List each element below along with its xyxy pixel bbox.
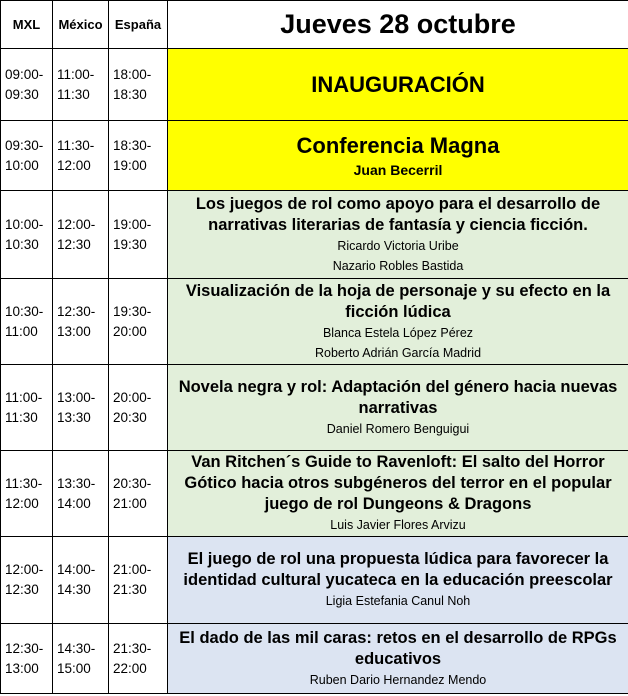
time-end: 13:00: [5, 660, 39, 676]
time-mexico: [53, 49, 109, 121]
event-title: El dado de las mil caras: retos en el desarrollo de RPGs educativos: [179, 628, 617, 668]
event-speaker: Ruben Dario Hernandez Mendo: [309, 672, 487, 687]
table-row: [1, 624, 628, 694]
table-row: [1, 279, 628, 365]
time-mexico: [53, 365, 109, 451]
event-title: INAUGURACIÓN: [311, 71, 485, 97]
time-mexico: [53, 537, 109, 624]
event-title: El juego de rol una propuesta lúdica para favorecer la identidad cultural yucateca en la educación preescolar: [183, 550, 613, 589]
time-end: 14:30: [57, 582, 91, 597]
time-mxl: [1, 279, 53, 365]
time-start: 21:00-: [113, 562, 152, 577]
time-start: 13:30-: [57, 475, 96, 491]
time-end: 12:00: [5, 495, 39, 511]
time-end: 10:30: [5, 236, 39, 252]
time-mxl: [1, 537, 53, 624]
time-mxl: [1, 191, 53, 279]
header-mxl: MXL: [1, 1, 53, 49]
time-end: 22:00: [113, 660, 147, 676]
header-mexico: México: [53, 1, 109, 49]
event-cell: [168, 279, 628, 365]
time-start: 18:30-: [113, 137, 152, 153]
time-start: 11:00-: [57, 66, 95, 82]
event-cell: [168, 49, 628, 121]
event-cell: [168, 537, 628, 624]
time-espana: [109, 191, 168, 279]
event-title: Visualización de la hoja de personaje y su efecto en la ficción lúdica: [185, 281, 611, 321]
time-start: 12:30-: [57, 303, 96, 319]
event-title: Conferencia Magna: [296, 132, 500, 158]
time-mexico: [53, 624, 109, 694]
time-mexico: [53, 451, 109, 537]
time-end: 13:30: [57, 409, 91, 425]
time-end: 20:00: [113, 323, 147, 339]
time-mxl: [1, 451, 53, 537]
event-speaker: Juan Becerril: [353, 161, 443, 178]
event-cell: [168, 451, 628, 537]
header-row: [1, 1, 628, 49]
time-start: 19:30-: [113, 303, 152, 319]
event-speaker: Daniel Romero Benguigui: [326, 421, 470, 436]
time-end: 18:30: [113, 86, 147, 102]
time-start: 11:30-: [57, 137, 95, 153]
event-speaker: Ligia Estefania Canul Noh: [325, 594, 471, 608]
time-start: 20:30-: [113, 475, 152, 491]
time-end: 15:00: [57, 660, 91, 676]
time-mxl: [1, 49, 53, 121]
time-mexico: [53, 279, 109, 365]
time-start: 14:00-: [57, 562, 96, 577]
table-row: [1, 49, 628, 121]
event-cell: [168, 121, 628, 191]
time-start: 12:00-: [5, 562, 44, 577]
time-end: 11:30: [57, 86, 90, 102]
time-end: 11:00: [5, 323, 38, 339]
time-start: 12:30-: [5, 640, 44, 656]
time-end: 21:30: [113, 582, 147, 597]
time-end: 20:30: [113, 409, 147, 425]
header-espana: España: [109, 1, 168, 49]
time-espana: [109, 537, 168, 624]
time-start: 11:00-: [5, 389, 43, 405]
event-title: Novela negra y rol: Adaptación del género hacia nuevas narrativas: [178, 377, 618, 417]
event-speaker: Roberto Adrián García Madrid: [314, 345, 482, 360]
time-start: 10:00-: [5, 216, 44, 232]
table-row: [1, 537, 628, 624]
time-espana: [109, 451, 168, 537]
time-end: 19:30: [113, 236, 147, 252]
event-speaker: Blanca Estela López Pérez: [322, 325, 474, 340]
time-end: 09:30: [5, 86, 39, 102]
event-title: Van Ritchen´s Guide to Ravenloft: El salto del Horror Gótico hacia otros subgéneros del terror en el popular juego de rol Dungeons & Dragons: [184, 453, 612, 513]
event-speaker: Nazario Robles Bastida: [332, 258, 464, 273]
time-espana: [109, 624, 168, 694]
page-title: Jueves 28 octubre: [168, 1, 628, 49]
event-speaker: Ricardo Victoria Uribe: [337, 238, 459, 253]
time-mxl: [1, 365, 53, 451]
time-espana: [109, 49, 168, 121]
time-espana: [109, 279, 168, 365]
time-end: 13:00: [57, 323, 91, 339]
time-start: 12:00-: [57, 216, 96, 232]
time-start: 19:00-: [113, 216, 152, 232]
time-end: 12:30: [57, 236, 91, 252]
time-end: 19:00: [113, 157, 147, 173]
time-mexico: [53, 121, 109, 191]
time-end: 10:00: [5, 157, 39, 173]
time-end: 12:30: [5, 582, 39, 597]
time-mxl: [1, 624, 53, 694]
time-end: 11:30: [5, 409, 38, 425]
time-start: 11:30-: [5, 475, 43, 491]
time-start: 10:30-: [5, 303, 44, 319]
time-espana: [109, 121, 168, 191]
time-end: 12:00: [57, 157, 91, 173]
time-start: 09:30-: [5, 137, 44, 153]
event-cell: [168, 365, 628, 451]
time-start: 09:00-: [5, 66, 44, 82]
event-title: Los juegos de rol como apoyo para el desarrollo de narrativas literarias de fantasía y ciencia ficción.: [195, 194, 601, 234]
table-row: [1, 121, 628, 191]
time-end: 21:00: [113, 495, 147, 511]
table-row: [1, 191, 628, 279]
event-cell: [168, 624, 628, 694]
time-start: 13:00-: [57, 389, 96, 405]
event-cell: [168, 191, 628, 279]
event-speaker: Luis Javier Flores Arvizu: [330, 518, 466, 532]
time-mexico: [53, 191, 109, 279]
time-end: 14:00: [57, 495, 91, 511]
table-row: [1, 365, 628, 451]
time-start: 20:00-: [113, 389, 152, 405]
time-espana: [109, 365, 168, 451]
time-start: 21:30-: [113, 640, 152, 656]
time-mxl: [1, 121, 53, 191]
table-row: [1, 451, 628, 537]
time-start: 18:00-: [113, 66, 152, 82]
time-start: 14:30-: [57, 640, 96, 656]
